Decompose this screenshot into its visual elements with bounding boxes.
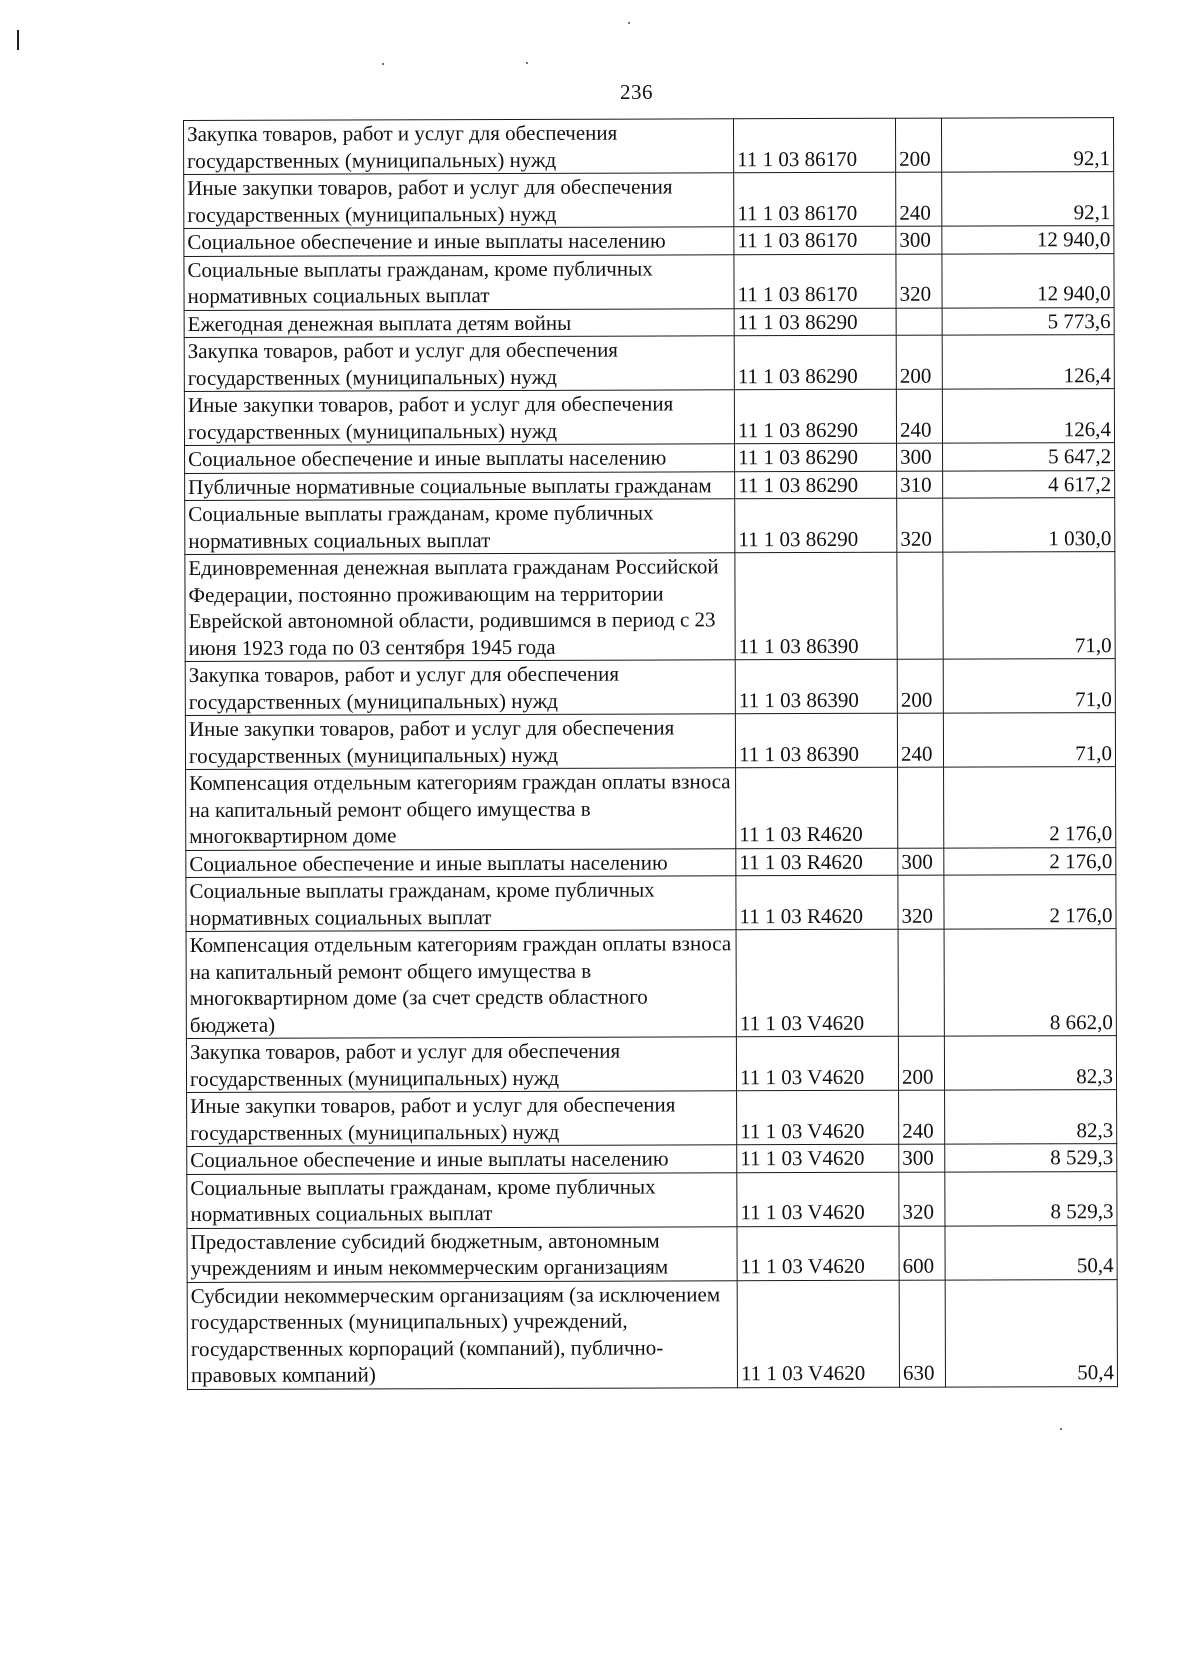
table-row [184,172,1114,229]
row-code-cell: 11 1 03 86170 [734,254,896,309]
row-code-cell: 11 1 03 86290 [734,389,896,444]
row-code-cell: 11 1 03 86290 [735,471,897,499]
row-sum-cell: 8 662,0 [944,929,1116,1037]
row-code-cell: 11 1 03 V4620 [736,1036,898,1091]
row-name-cell: Предоставление субсидий бюджетным, автономным учреждениям и иным некоммерческим организациям [187,1226,737,1282]
row-code-cell: 11 1 03 86390 [735,552,897,660]
row-sum-cell: 71,0 [943,659,1115,714]
row-sum-cell: 82,3 [944,1036,1116,1091]
table-row [187,1144,1117,1174]
row-sum-cell: 92,1 [942,172,1114,227]
row-expense-type-cell: 240 [896,389,942,443]
row-name-cell: Социальные выплаты гражданам, кроме публичных нормативных социальных выплат [185,499,735,555]
row-expense-type-cell: 200 [895,118,941,172]
row-name-cell: Социальное обеспечение и иные выплаты населению [184,227,734,256]
row-expense-type-cell: 320 [896,254,942,308]
row-code-cell: 11 1 03 86290 [734,308,896,336]
scan-edge-mark [17,30,19,50]
row-name-cell: Социальное обеспечение и иные выплаты населению [185,444,735,473]
row-code-cell: 11 1 03 86290 [734,335,896,390]
table-row [185,659,1115,716]
table-row [187,1225,1117,1282]
row-code-cell: 11 1 03 86290 [735,443,897,471]
row-name-cell: Закупка товаров, работ и услуг для обеспечения государственных (муниципальных) нужд [186,1037,736,1093]
row-expense-type-cell: 300 [899,1144,945,1172]
row-expense-type-cell: 600 [899,1226,945,1280]
row-code-cell: 11 1 03 86390 [735,659,897,714]
row-name-cell: Иные закупки товаров, работ и услуг для обеспечения государственных (муниципальных) нужд [185,714,735,770]
row-code-cell: 11 1 03 V4620 [737,1144,899,1172]
row-name-cell: Единовременная денежная выплата гражданам Российской Федерации, постоянно проживающим на территории Еврейской автономной области, родившимся в период с 23 июня 1923 года по 03 сентября 1945 года [185,553,735,662]
row-expense-type-cell: 310 [897,471,943,499]
table-row [185,498,1115,555]
row-code-cell: 11 1 03 R4620 [736,848,898,876]
row-name-cell: Закупка товаров, работ и услуг для обеспечения государственных (муниципальных) нужд [184,336,734,392]
row-name-cell: Социальные выплаты гражданам, кроме публичных нормативных социальных выплат [186,876,736,932]
row-name-cell: Иные закупки товаров, работ и услуг для обеспечения государственных (муниципальных) нужд [187,1091,737,1147]
row-name-cell: Компенсация отдельным категориям граждан оплаты взноса на капитальный ремонт общего имущества в многоквартирном доме [186,768,736,850]
table-row [185,713,1115,770]
row-name-cell: Субсидии некоммерческим организациям (за исключением государственных (муниципальных) учреждений, государственных корпораций (компаний), публично-правовых компаний) [187,1280,737,1389]
row-name-cell: Иные закупки товаров, работ и услуг для обеспечения государственных (муниципальных) нужд [184,390,734,446]
scan-speck [1060,1428,1062,1430]
row-sum-cell: 5 647,2 [943,443,1115,471]
table-row [186,875,1116,932]
row-name-cell: Социальное обеспечение и иные выплаты населению [187,1145,737,1174]
row-expense-type-cell: 240 [899,1090,945,1144]
table-row [185,470,1115,500]
row-sum-cell: 12 940,0 [942,226,1114,254]
table-row [185,443,1115,473]
row-expense-type-cell: 240 [896,172,942,226]
row-expense-type-cell [897,552,943,659]
table-row [184,118,1114,175]
row-sum-cell: 4 617,2 [943,470,1115,498]
row-code-cell: 11 1 03 86170 [733,118,895,173]
row-sum-cell: 12 940,0 [942,253,1114,308]
budget-table-body [184,118,1118,1389]
table-row [187,1090,1117,1147]
table-row [186,1036,1116,1093]
row-sum-cell: 126,4 [942,389,1114,444]
row-expense-type-cell: 240 [897,713,943,767]
row-expense-type-cell: 300 [897,443,943,471]
table-row [185,552,1115,662]
row-expense-type-cell: 320 [898,875,944,929]
row-name-cell: Социальное обеспечение и иные выплаты населению [186,848,736,877]
row-expense-type-cell: 630 [899,1280,945,1387]
row-name-cell: Публичные нормативные социальные выплаты гражданам [185,471,735,500]
scan-speck [526,62,528,64]
row-sum-cell: 82,3 [945,1090,1117,1145]
table-row [184,389,1114,446]
row-sum-cell: 2 176,0 [944,847,1116,875]
row-sum-cell: 50,4 [945,1279,1117,1387]
row-code-cell: 11 1 03 86390 [735,713,897,768]
table-row [184,335,1114,392]
row-name-cell: Социальные выплаты гражданам, кроме публичных нормативных социальных выплат [184,254,734,310]
row-sum-cell: 1 030,0 [943,498,1115,553]
row-expense-type-cell: 200 [896,335,942,389]
row-code-cell: 11 1 03 R4620 [736,767,898,848]
table-row [186,847,1116,877]
row-expense-type-cell [898,767,944,848]
row-sum-cell: 92,1 [941,118,1113,173]
row-name-cell: Закупка товаров, работ и услуг для обеспечения государственных (муниципальных) нужд [185,660,735,716]
row-sum-cell: 50,4 [945,1225,1117,1280]
budget-table [183,117,1118,1389]
row-expense-type-cell: 200 [897,659,943,713]
row-sum-cell: 5 773,6 [942,307,1114,335]
row-expense-type-cell: 300 [898,848,944,876]
row-name-cell: Ежегодная денежная выплата детям войны [184,308,734,337]
row-name-cell: Закупка товаров, работ и услуг для обеспечения государственных (муниципальных) нужд [184,119,734,175]
row-name-cell: Социальные выплаты гражданам, кроме публичных нормативных социальных выплат [187,1172,737,1228]
row-code-cell: 11 1 03 V4620 [737,1172,899,1227]
row-expense-type-cell: 200 [898,1036,944,1090]
row-code-cell: 11 1 03 V4620 [736,929,898,1037]
row-code-cell: 11 1 03 V4620 [737,1280,899,1388]
row-sum-cell: 2 176,0 [944,875,1116,930]
table-row [184,253,1114,310]
row-sum-cell: 2 176,0 [944,767,1116,848]
table-row [187,1279,1117,1389]
row-sum-cell: 126,4 [942,335,1114,390]
row-expense-type-cell: 320 [897,498,943,552]
row-code-cell: 11 1 03 V4620 [737,1226,899,1281]
row-code-cell: 11 1 03 86170 [734,226,896,254]
table-row [184,226,1114,256]
table-row [186,929,1116,1039]
row-code-cell: 11 1 03 R4620 [736,875,898,930]
row-code-cell: 11 1 03 86290 [735,498,897,553]
row-expense-type-cell: 300 [896,226,942,254]
row-code-cell: 11 1 03 86170 [734,172,896,227]
table-row [184,307,1114,337]
row-sum-cell: 8 529,3 [945,1144,1117,1172]
table-row [186,767,1116,850]
page-number: 236 [620,80,653,104]
row-expense-type-cell [896,308,942,336]
row-name-cell: Иные закупки товаров, работ и услуг для обеспечения государственных (муниципальных) нужд [184,173,734,229]
row-expense-type-cell: 320 [899,1172,945,1226]
table-row [187,1171,1117,1228]
row-expense-type-cell [898,929,944,1036]
row-sum-cell: 71,0 [943,713,1115,768]
row-code-cell: 11 1 03 V4620 [737,1090,899,1145]
row-name-cell: Компенсация отдельным категориям граждан оплаты взноса на капитальный ремонт общего имущества в многоквартирном доме (за счет средств областного бюджета) [186,930,736,1039]
scan-speck [628,22,630,24]
row-sum-cell: 71,0 [943,552,1115,660]
scan-speck [382,63,384,65]
row-sum-cell: 8 529,3 [945,1171,1117,1226]
